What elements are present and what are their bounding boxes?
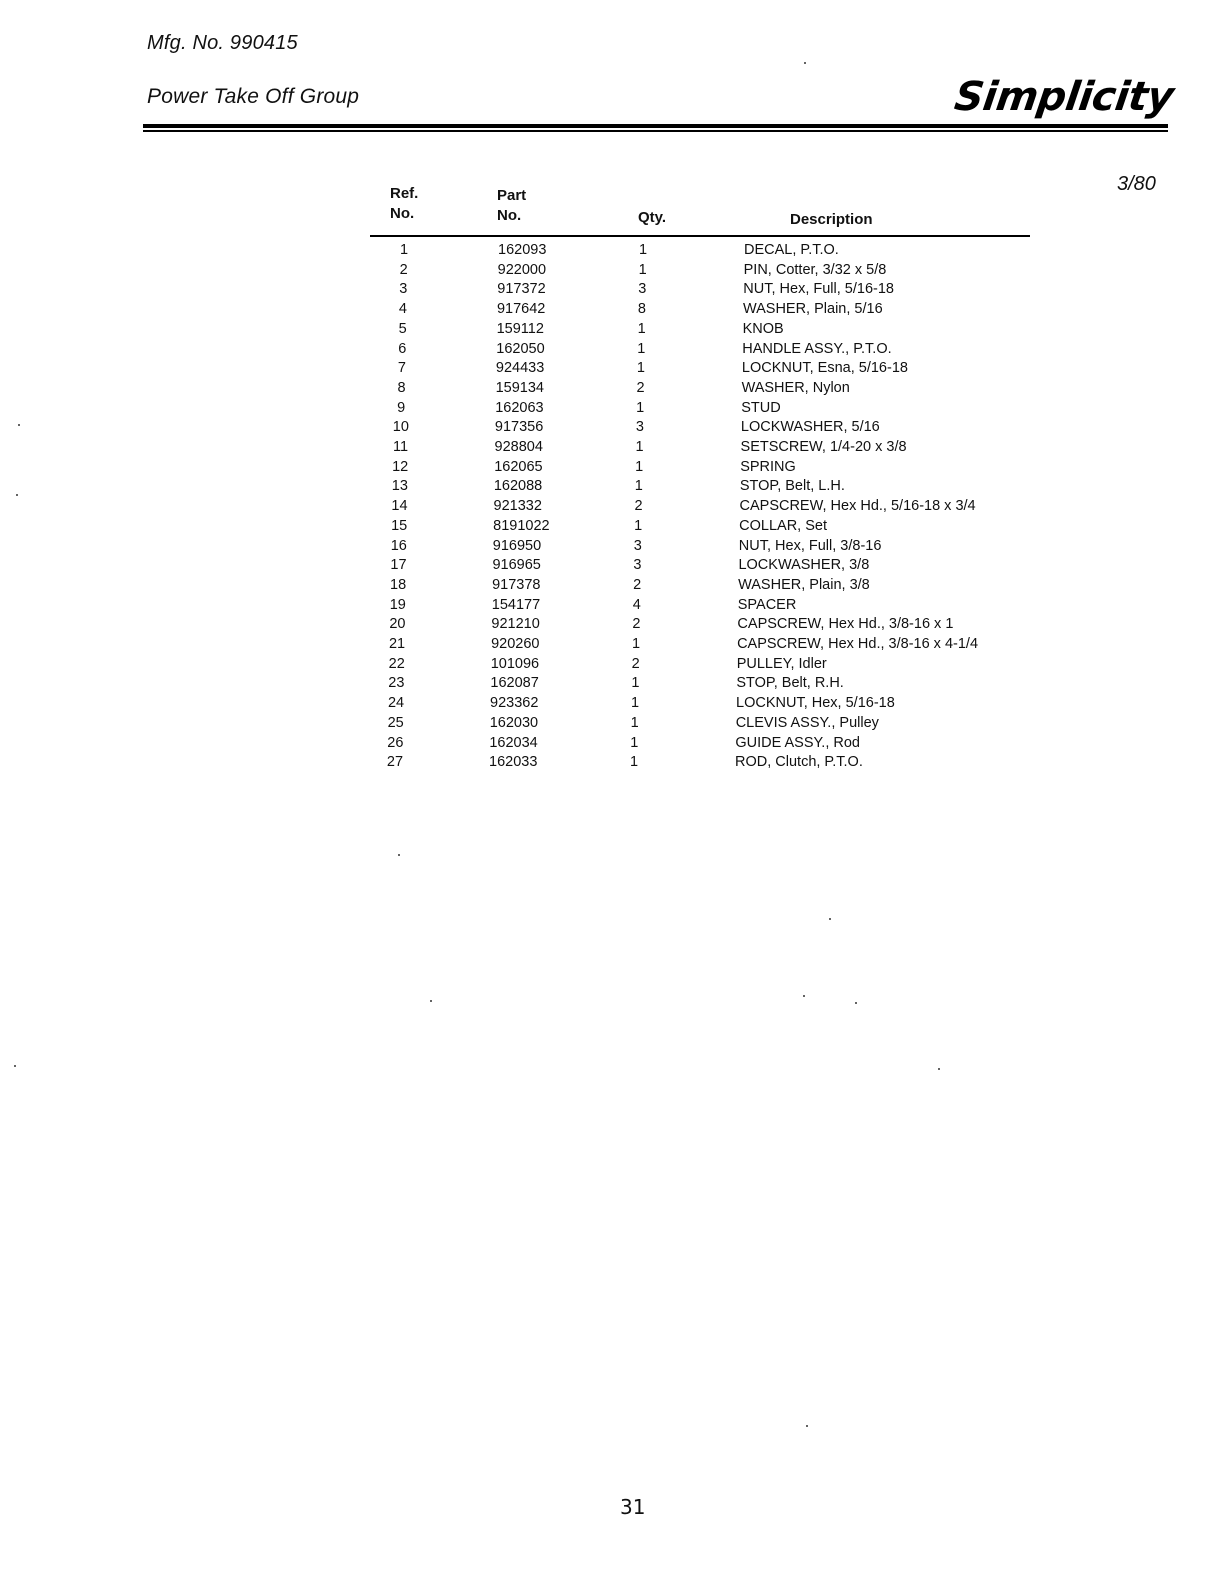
description-cell: SETSCREW, 1/4-20 x 3/8 xyxy=(740,439,907,455)
quantity-cell: 4 xyxy=(632,596,641,613)
mfg-number: Mfg. No. 990415 xyxy=(147,32,298,54)
ref-number-cell: 7 xyxy=(397,360,406,377)
ref-number-cell: 14 xyxy=(391,498,408,515)
part-number-cell: 154177 xyxy=(491,596,541,613)
ref-number-cell: 2 xyxy=(399,261,408,278)
quantity-cell: 1 xyxy=(631,675,640,692)
description-cell: SPRING xyxy=(740,458,796,475)
part-number-cell: 922000 xyxy=(497,261,547,278)
part-number-cell: 928804 xyxy=(494,439,543,455)
part-number-cell: 162030 xyxy=(489,714,539,731)
ref-number-cell: 11 xyxy=(393,439,409,455)
description-cell: PULLEY, Idler xyxy=(736,655,827,672)
description-cell: CLEVIS ASSY., Pulley xyxy=(735,714,879,731)
ref-number-cell: 25 xyxy=(387,714,404,731)
ref-number-cell: 15 xyxy=(391,517,408,534)
table-row xyxy=(0,733,1218,753)
ref-number-cell: 27 xyxy=(386,754,404,771)
quantity-cell: 2 xyxy=(632,616,641,633)
description-cell: WASHER, Plain, 5/16 xyxy=(742,301,883,318)
quantity-cell: 2 xyxy=(633,576,642,593)
part-number-cell: 917378 xyxy=(492,576,541,593)
description-cell: CAPSCREW, Hex Hd., 3/8-16 x 4-1/4 xyxy=(737,636,979,652)
table-row xyxy=(0,398,1218,418)
quantity-cell: 2 xyxy=(631,655,640,672)
quantity-cell: 1 xyxy=(630,695,640,712)
part-number-cell: 916965 xyxy=(492,557,541,574)
description-cell: NUT, Hex, Full, 5/16-18 xyxy=(743,281,894,298)
quantity-cell: 3 xyxy=(638,281,647,298)
quantity-cell: 3 xyxy=(635,419,644,436)
ref-number-cell: 6 xyxy=(398,340,407,357)
table-header-rule xyxy=(370,235,1030,237)
description-cell: LOCKWASHER, 3/8 xyxy=(738,557,870,574)
table-row xyxy=(0,752,1218,772)
scan-speck xyxy=(14,1065,16,1067)
table-row xyxy=(0,437,1218,457)
part-number-cell: 162088 xyxy=(493,478,543,495)
quantity-cell: 1 xyxy=(635,439,644,455)
ref-number-cell: 16 xyxy=(390,537,407,554)
table-row xyxy=(0,457,1218,477)
quantity-cell: 1 xyxy=(629,754,639,771)
table-row xyxy=(0,595,1218,615)
quantity-cell: 3 xyxy=(633,537,642,554)
ref-number-cell: 4 xyxy=(398,301,407,318)
description-cell: LOCKWASHER, 5/16 xyxy=(740,419,880,436)
description-cell: LOCKNUT, Hex, 5/16-18 xyxy=(736,695,895,712)
scan-speck xyxy=(398,854,400,856)
description-cell: PIN, Cotter, 3/32 x 5/8 xyxy=(743,261,887,278)
part-header-line1: Part xyxy=(497,187,527,204)
scan-speck xyxy=(938,1068,940,1070)
part-number-cell: 916950 xyxy=(492,537,542,554)
ref-number-cell: 22 xyxy=(388,655,405,672)
description-cell: CAPSCREW, Hex Hd., 5/16-18 x 3/4 xyxy=(739,498,976,515)
ref-number-cell: 8 xyxy=(397,379,406,396)
table-row xyxy=(0,417,1218,437)
part-number-cell: 917372 xyxy=(497,281,546,298)
quantity-cell: 1 xyxy=(638,242,648,258)
ref-number-cell: 19 xyxy=(389,596,406,613)
description-cell: STOP, Belt, L.H. xyxy=(739,478,845,495)
quantity-cell: 1 xyxy=(636,399,645,416)
quantity-cell: 1 xyxy=(637,340,646,357)
ref-number-cell: 18 xyxy=(390,576,407,593)
description-cell: CAPSCREW, Hex Hd., 3/8-16 x 1 xyxy=(737,616,954,633)
part-number-cell: 159134 xyxy=(495,379,544,396)
part-header-line2: No. xyxy=(497,207,522,224)
scan-speck xyxy=(803,995,805,997)
table-row xyxy=(0,496,1218,516)
description-cell: WASHER, Plain, 3/8 xyxy=(738,576,870,593)
quantity-cell: 1 xyxy=(635,458,644,475)
description-cell: HANDLE ASSY., P.T.O. xyxy=(742,340,892,357)
ref-number-cell: 20 xyxy=(389,616,406,633)
part-number-cell: 162063 xyxy=(495,399,544,416)
table-row xyxy=(0,358,1218,378)
ref-number-cell: 10 xyxy=(392,419,409,436)
quantity-cell: 1 xyxy=(634,517,643,534)
ref-number-cell: 26 xyxy=(387,734,404,751)
description-header: Description xyxy=(790,211,873,228)
ref-number-cell: 23 xyxy=(388,675,405,692)
quantity-cell: 1 xyxy=(638,261,647,278)
table-row xyxy=(0,654,1218,674)
quantity-cell: 1 xyxy=(634,478,643,495)
part-number-cell: 162093 xyxy=(498,242,547,258)
scan-speck xyxy=(16,494,18,496)
table-row xyxy=(0,319,1218,339)
description-cell: DECAL, P.T.O. xyxy=(744,242,839,258)
scan-speck xyxy=(806,1425,808,1427)
table-row xyxy=(0,240,1218,260)
description-cell: COLLAR, Set xyxy=(739,517,827,534)
part-number-cell: 921210 xyxy=(491,616,540,633)
part-number-cell: 162065 xyxy=(494,458,543,475)
table-row xyxy=(0,693,1218,713)
description-cell: WASHER, Nylon xyxy=(741,379,850,396)
part-number-cell: 917642 xyxy=(496,301,546,318)
table-row xyxy=(0,673,1218,693)
scan-speck xyxy=(804,62,806,64)
table-row xyxy=(0,279,1218,299)
description-cell: KNOB xyxy=(742,320,784,337)
table-row xyxy=(0,516,1218,536)
part-number-cell: 159112 xyxy=(496,320,544,337)
scan-speck xyxy=(855,1002,857,1004)
table-row xyxy=(0,378,1218,398)
ref-number-cell: 9 xyxy=(397,399,406,416)
ref-number-cell: 21 xyxy=(388,636,406,652)
table-row xyxy=(0,476,1218,496)
ref-number-cell: 1 xyxy=(399,242,409,258)
table-row xyxy=(0,614,1218,634)
description-cell: NUT, Hex, Full, 3/8-16 xyxy=(738,537,882,554)
part-no-header xyxy=(497,186,526,226)
scan-speck xyxy=(430,1000,432,1002)
table-row xyxy=(0,536,1218,556)
ref-number-cell: 17 xyxy=(390,557,407,574)
header-rule xyxy=(143,124,1168,128)
ref-number-cell: 5 xyxy=(398,320,407,337)
quantity-cell: 2 xyxy=(636,379,645,396)
table-row xyxy=(0,634,1218,654)
part-number-cell: 162033 xyxy=(489,754,538,771)
header-rule-secondary xyxy=(143,130,1168,132)
description-cell: SPACER xyxy=(737,596,797,613)
scan-speck xyxy=(18,424,20,426)
table-row xyxy=(0,299,1218,319)
part-number-cell: 162034 xyxy=(489,734,538,751)
simplicity-logo: Simplicity xyxy=(951,74,1177,120)
quantity-cell: 1 xyxy=(630,714,639,731)
quantity-cell: 1 xyxy=(636,360,645,377)
ref-number-cell: 24 xyxy=(387,695,405,712)
quantity-cell: 1 xyxy=(632,636,641,652)
table-row xyxy=(0,555,1218,575)
part-number-cell: 101096 xyxy=(490,655,540,672)
scan-speck xyxy=(829,918,831,920)
quantity-cell: 2 xyxy=(634,498,643,515)
quantity-cell: 1 xyxy=(637,320,646,337)
table-row xyxy=(0,339,1218,359)
ref-number-cell: 13 xyxy=(391,478,408,495)
description-cell: GUIDE ASSY., Rod xyxy=(735,734,860,751)
description-cell: LOCKNUT, Esna, 5/16-18 xyxy=(741,360,908,377)
qty-header: Qty. xyxy=(638,209,667,226)
quantity-cell: 3 xyxy=(633,557,642,574)
quantity-cell: 8 xyxy=(637,301,646,318)
ref-no-header xyxy=(390,184,418,224)
part-number-cell: 8191022 xyxy=(493,517,550,534)
part-number-cell: 920260 xyxy=(491,636,540,652)
part-number-cell: 921332 xyxy=(493,498,542,515)
table-row xyxy=(0,260,1218,280)
ref-header-line2: No. xyxy=(390,205,415,222)
part-number-cell: 924433 xyxy=(495,360,545,377)
part-number-cell: 162050 xyxy=(496,340,545,357)
ref-number-cell: 12 xyxy=(392,458,409,475)
table-row xyxy=(0,713,1218,733)
description-cell: STOP, Belt, R.H. xyxy=(736,675,844,692)
quantity-cell: 1 xyxy=(630,734,639,751)
description-cell: ROD, Clutch, P.T.O. xyxy=(735,754,863,771)
description-cell: STUD xyxy=(741,399,781,416)
ref-number-cell: 3 xyxy=(399,281,408,298)
part-number-cell: 923362 xyxy=(490,695,539,712)
revision-date: 3/80 xyxy=(1117,173,1156,195)
page-number: 31 xyxy=(620,1495,646,1519)
part-number-cell: 917356 xyxy=(494,419,544,436)
group-title: Power Take Off Group xyxy=(147,85,360,108)
ref-header-line1: Ref. xyxy=(390,185,419,202)
table-row xyxy=(0,575,1218,595)
part-number-cell: 162087 xyxy=(490,675,539,692)
